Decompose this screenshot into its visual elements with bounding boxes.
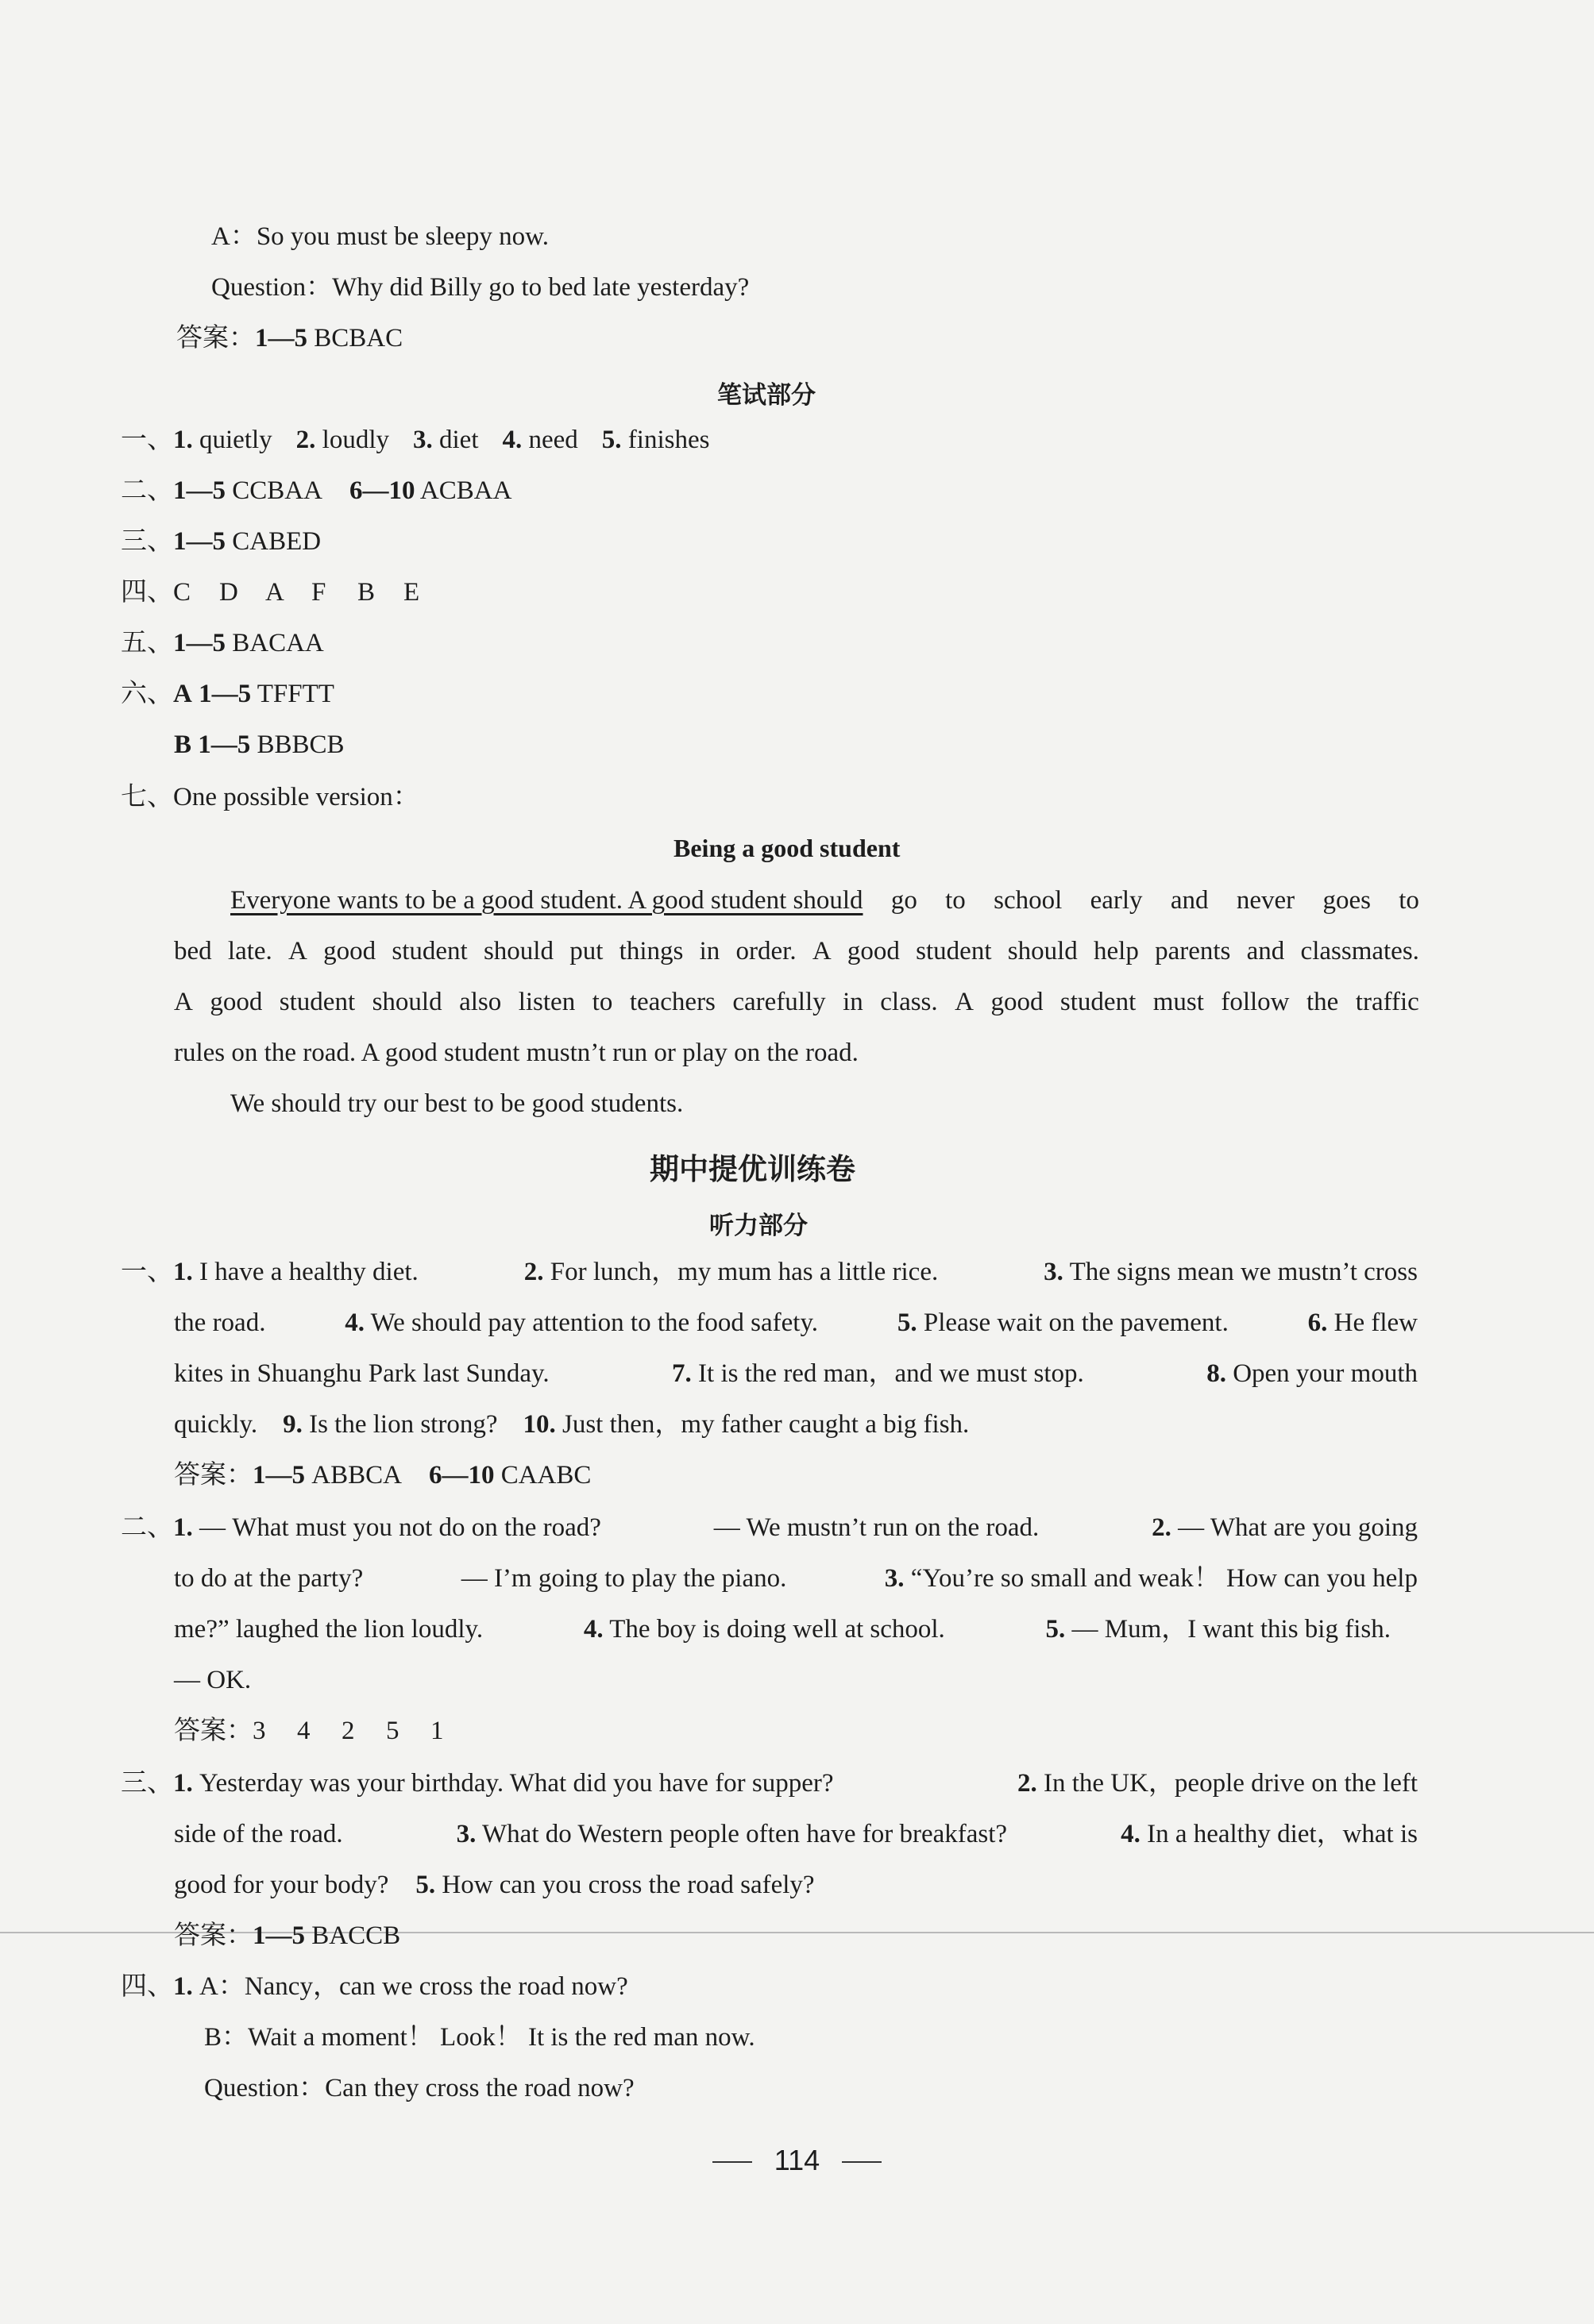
s2-line-4: — OK. — [174, 1666, 252, 1694]
essay-word: go — [890, 886, 917, 915]
s3-item — [1121, 1818, 1418, 1850]
answer-value: 5 — [386, 1717, 399, 1745]
written-q5 — [121, 627, 324, 659]
s1-item — [121, 1256, 419, 1288]
s2-item-number: 2. — [1152, 1513, 1171, 1542]
written-q1 — [121, 424, 709, 456]
essay-word: and — [1246, 937, 1285, 965]
essay-word: student — [392, 937, 468, 965]
s1-item — [524, 1256, 939, 1288]
essay-word: should — [1007, 937, 1078, 965]
q4-letter: D — [219, 578, 238, 607]
q1-item-number: 4. — [502, 426, 523, 454]
s2-item-text: The boy is doing well at school. — [603, 1615, 945, 1644]
answer-range: 6—10 — [428, 1461, 495, 1490]
essay-word: A — [174, 988, 193, 1016]
q4-letter: B — [357, 578, 376, 607]
q2-value-2: ACBAA — [415, 476, 512, 505]
s3-item-text: In the UK，people drive on the left — [1036, 1769, 1418, 1798]
s2-item-text: — What must you not do on the road? — [192, 1513, 601, 1542]
s1-item — [672, 1358, 1084, 1389]
q6-b-value: BBBCB — [250, 730, 345, 759]
essay-word: good — [210, 988, 263, 1016]
essay-word: A — [955, 988, 974, 1016]
answer-value: 4 — [297, 1717, 311, 1745]
left-dash — [712, 2161, 752, 2163]
essay-word: and — [1170, 886, 1209, 915]
essay-word: carefully — [732, 988, 826, 1016]
written-q6-a — [121, 678, 334, 710]
page-number-footer — [0, 2144, 1594, 2177]
s1-number: 一、 — [121, 1258, 173, 1286]
s3-line-1 — [121, 1767, 1418, 1799]
written-q6-b — [174, 729, 345, 761]
essay-word: parents — [1155, 937, 1231, 965]
s1-item-number: 7. — [672, 1359, 692, 1388]
essay-word: in — [699, 937, 720, 965]
q5-value: BACAA — [226, 629, 324, 657]
q4-letter: A — [265, 578, 284, 607]
s3-line-2 — [174, 1818, 1418, 1850]
written-q4 — [121, 576, 450, 608]
answer-range: 1—5 — [253, 1921, 305, 1950]
s3-item — [1017, 1767, 1418, 1799]
dialog-line-a: A：So you must be sleepy now. — [211, 222, 550, 251]
s1-item-text: kites in Shuanghu Park last Sunday. — [174, 1359, 550, 1388]
s3-item-number: 4. — [1121, 1820, 1141, 1848]
essay-word: should — [483, 937, 554, 965]
essay-word: late. — [227, 937, 272, 965]
q1-number: 一、 — [121, 426, 173, 454]
s1-item-number: 9. — [283, 1410, 303, 1439]
s2-line-1 — [121, 1512, 1418, 1544]
s1-item-text: the road. — [174, 1308, 266, 1337]
s1-item-number: 5. — [897, 1308, 917, 1337]
s2-item — [584, 1613, 945, 1645]
essay-word: school — [994, 886, 1063, 915]
q7-text: One possible version： — [173, 783, 419, 811]
essay-line-3 — [174, 986, 1419, 1018]
s3-item-text: good for your body? — [174, 1871, 389, 1899]
s3-line-3 — [174, 1869, 815, 1901]
s3-item-text: How can you cross the road safely? — [435, 1871, 815, 1899]
s3-item-text: In a healthy diet，what is — [1140, 1820, 1418, 1848]
s4-dialog-b: B：Wait a moment！ Look！ It is the red man now. — [204, 2023, 755, 2052]
q2-value-1: CCBAA — [226, 476, 322, 505]
essay-word: order. — [735, 937, 797, 965]
q1-item-number: 3. — [413, 426, 433, 454]
s1-item-text: I have a healthy diet. — [192, 1258, 419, 1286]
q2-range-2: 6—10 — [349, 476, 415, 505]
answer-value: BCBAC — [307, 324, 403, 353]
answer-value: 2 — [342, 1717, 355, 1745]
s1-item-text: It is the red man，and we must stop. — [691, 1359, 1084, 1388]
q4-letter: C — [173, 578, 191, 607]
s1-item-text: Please wait on the pavement. — [917, 1308, 1229, 1337]
s2-item-text: — I’m going to play the piano. — [461, 1564, 787, 1593]
s3-item-number: 5. — [415, 1871, 436, 1899]
s2-item-number: 1. — [173, 1513, 193, 1542]
s1-item — [1206, 1358, 1418, 1389]
s2-item-text: me?” laughed the lion loudly. — [174, 1615, 484, 1644]
s2-item-number: 4. — [583, 1615, 604, 1644]
q1-item-text: diet — [432, 426, 479, 454]
essay-word: A — [288, 937, 307, 965]
s3-number: 三、 — [121, 1769, 173, 1798]
s1-item-number: 4. — [345, 1308, 365, 1337]
s4-question: Question：Can they cross the road now? — [204, 2074, 635, 2102]
s1-item-text: Just then，my father caught a big fish. — [555, 1410, 970, 1439]
essay-word: student — [279, 988, 356, 1016]
q1-item-number: 1. — [173, 426, 193, 454]
s1-item-number: 10. — [523, 1410, 556, 1439]
essay-word: put — [569, 937, 604, 965]
q1-item-text: quietly — [192, 426, 272, 454]
s3-item — [457, 1818, 1007, 1850]
s4-item-number: 1. — [173, 1972, 193, 2001]
q1-item-number: 5. — [601, 426, 622, 454]
s1-line-4 — [174, 1409, 969, 1440]
q1-item-text: need — [522, 426, 578, 454]
s3-item-text: Yesterday was your birthday. What did you have for supper? — [192, 1769, 834, 1798]
answer-label: 答案： — [174, 1461, 253, 1490]
q4-letter: F — [311, 578, 326, 607]
s3-item-text: What do Western people often have for breakfast? — [476, 1820, 1008, 1848]
s3-item — [121, 1767, 834, 1799]
essay-word: the — [1306, 988, 1339, 1016]
s1-item — [345, 1307, 818, 1339]
essay-word: should — [372, 988, 442, 1016]
s2-item-text: — We mustn’t run on the road. — [713, 1513, 1040, 1542]
s2-item — [1045, 1613, 1391, 1645]
s3-answer-line — [174, 1920, 400, 1952]
s1-line-2 — [174, 1307, 1418, 1339]
s2-answer-line — [174, 1715, 475, 1747]
essay-word: never — [1236, 886, 1295, 915]
s2-line-3 — [174, 1613, 1391, 1645]
s1-line-3 — [174, 1358, 1418, 1389]
essay-word: bed — [174, 937, 212, 965]
q4-number: 四、 — [121, 578, 173, 607]
essay-word: teachers — [629, 988, 716, 1016]
essay-word: to — [945, 886, 966, 915]
s2-item-number: 3. — [884, 1564, 905, 1593]
s1-item-text: The signs mean we mustn’t cross — [1063, 1258, 1418, 1286]
essay-word: A — [812, 937, 832, 965]
s4-line-a — [121, 1971, 628, 2002]
q1-item-number: 2. — [295, 426, 316, 454]
answer-label: 答案： — [176, 324, 255, 353]
essay-line-4: rules on the road. A good student mustn’t run or play on the road. — [174, 1039, 859, 1067]
s2-item — [885, 1563, 1418, 1594]
s1-item — [897, 1307, 1229, 1339]
s1-item-text: Open your mouth — [1225, 1359, 1418, 1388]
essay-word: to — [592, 988, 613, 1016]
listening-part-title: 听力部分 — [709, 1212, 808, 1240]
q6-number: 六、 — [121, 680, 173, 708]
right-dash — [842, 2161, 882, 2163]
q5-range: 1—5 — [173, 629, 226, 657]
essay-word: things — [619, 937, 684, 965]
answer-range: 1—5 — [253, 1461, 305, 1490]
q3-value: CABED — [226, 527, 322, 556]
s1-item-text: We should pay attention to the food safety. — [365, 1308, 819, 1337]
answer-label: 答案： — [174, 1717, 253, 1745]
essay-word: also — [459, 988, 502, 1016]
s1-item — [1044, 1256, 1418, 1288]
essay-word: to — [1399, 886, 1419, 915]
q6-a-range: 1—5 — [199, 680, 252, 708]
s2-item-text: to do at the party? — [174, 1564, 364, 1593]
essay-word: in — [843, 988, 863, 1016]
essay-word: good — [847, 937, 900, 965]
s3-item-text: side of the road. — [174, 1820, 343, 1848]
q3-range: 1—5 — [173, 527, 226, 556]
essay-line-1 — [230, 885, 1419, 916]
midterm-title: 期中提优训练卷 — [650, 1152, 855, 1186]
s1-item-text: For lunch，my mum has a little rice. — [543, 1258, 939, 1286]
essay-word: student — [1059, 988, 1137, 1016]
s1-item-text: He flew — [1327, 1308, 1418, 1337]
s1-item-number: 8. — [1206, 1359, 1226, 1388]
s1-item-text: quickly. — [174, 1410, 258, 1439]
q6-a-value: TFFTT — [251, 680, 334, 708]
written-q7 — [121, 781, 419, 813]
s1-item — [1308, 1307, 1418, 1339]
s1-item-number: 1. — [173, 1258, 193, 1286]
page-number: 114 — [774, 2144, 820, 2176]
essay-word: class. — [880, 988, 938, 1016]
written-q2 — [121, 475, 511, 507]
s1-line-1 — [121, 1256, 1418, 1288]
essay-word: classmates. — [1300, 937, 1419, 965]
q5-number: 五、 — [121, 629, 173, 657]
q3-number: 三、 — [121, 527, 173, 556]
written-part-title: 笔试部分 — [717, 381, 816, 410]
s2-item-text: — Mum，I want this big fish. — [1065, 1615, 1391, 1644]
essay-line-2 — [174, 935, 1419, 967]
written-q3 — [121, 526, 321, 557]
answer-value: ABBCA — [305, 1461, 402, 1490]
essay-word: good — [990, 988, 1044, 1016]
s2-item-text: — What are you going — [1171, 1513, 1418, 1542]
s4-number: 四、 — [121, 1972, 173, 2001]
s1-item-number: 2. — [523, 1258, 544, 1286]
s2-item-text: “You’re so small and weak！ How can you help — [904, 1564, 1418, 1593]
essay-word: early — [1090, 886, 1143, 915]
s1-item-number: 3. — [1044, 1258, 1063, 1286]
q1-item-text: finishes — [621, 426, 710, 454]
s2-number: 二、 — [121, 1513, 173, 1542]
q6-a-label: A — [173, 680, 192, 708]
essay-word: goes — [1322, 886, 1371, 915]
essay-underlined-text: Everyone wants to be a good student. A good student should — [230, 886, 863, 915]
answer-line — [176, 322, 403, 354]
s3-item-number: 1. — [173, 1769, 193, 1798]
s1-item-text: Is the lion strong? — [302, 1410, 498, 1439]
q7-number: 七、 — [121, 783, 173, 811]
essay-title: Being a good student — [673, 834, 901, 862]
q4-letter: E — [403, 578, 420, 607]
answer-value: 1 — [430, 1717, 444, 1745]
s1-answer-line — [174, 1459, 591, 1491]
answer-value: BACCB — [305, 1921, 401, 1950]
answer-range: 1—5 — [255, 324, 307, 353]
s3-item-number: 3. — [456, 1820, 477, 1848]
essay-word: must — [1152, 988, 1204, 1016]
s4-dialog-a: A：Nancy，can we cross the road now? — [192, 1972, 628, 2001]
s2-line-2 — [174, 1563, 1418, 1594]
q6-b-label: B — [174, 730, 192, 759]
q2-range-1: 1—5 — [173, 476, 226, 505]
s1-item-number: 6. — [1307, 1308, 1328, 1337]
essay-word: follow — [1221, 988, 1290, 1016]
answer-value: CAABC — [494, 1461, 592, 1490]
essay-word: traffic — [1355, 988, 1419, 1016]
essay-line-5: We should try our best to be good students. — [230, 1089, 684, 1118]
q1-item-text: loudly — [315, 426, 389, 454]
s3-item-number: 2. — [1017, 1769, 1037, 1798]
essay-word: good — [323, 937, 376, 965]
s2-item-number: 5. — [1045, 1615, 1066, 1644]
s2-item — [1152, 1512, 1418, 1544]
q6-b-range: 1—5 — [198, 730, 251, 759]
essay-word: help — [1094, 937, 1139, 965]
answer-label: 答案： — [174, 1921, 253, 1950]
question-line: Question：Why did Billy go to bed late yesterday? — [211, 273, 750, 302]
essay-word: listen — [518, 988, 576, 1016]
q2-number: 二、 — [121, 476, 173, 505]
answer-value: 3 — [253, 1717, 266, 1745]
essay-word: student — [916, 937, 992, 965]
s2-item — [121, 1512, 601, 1544]
